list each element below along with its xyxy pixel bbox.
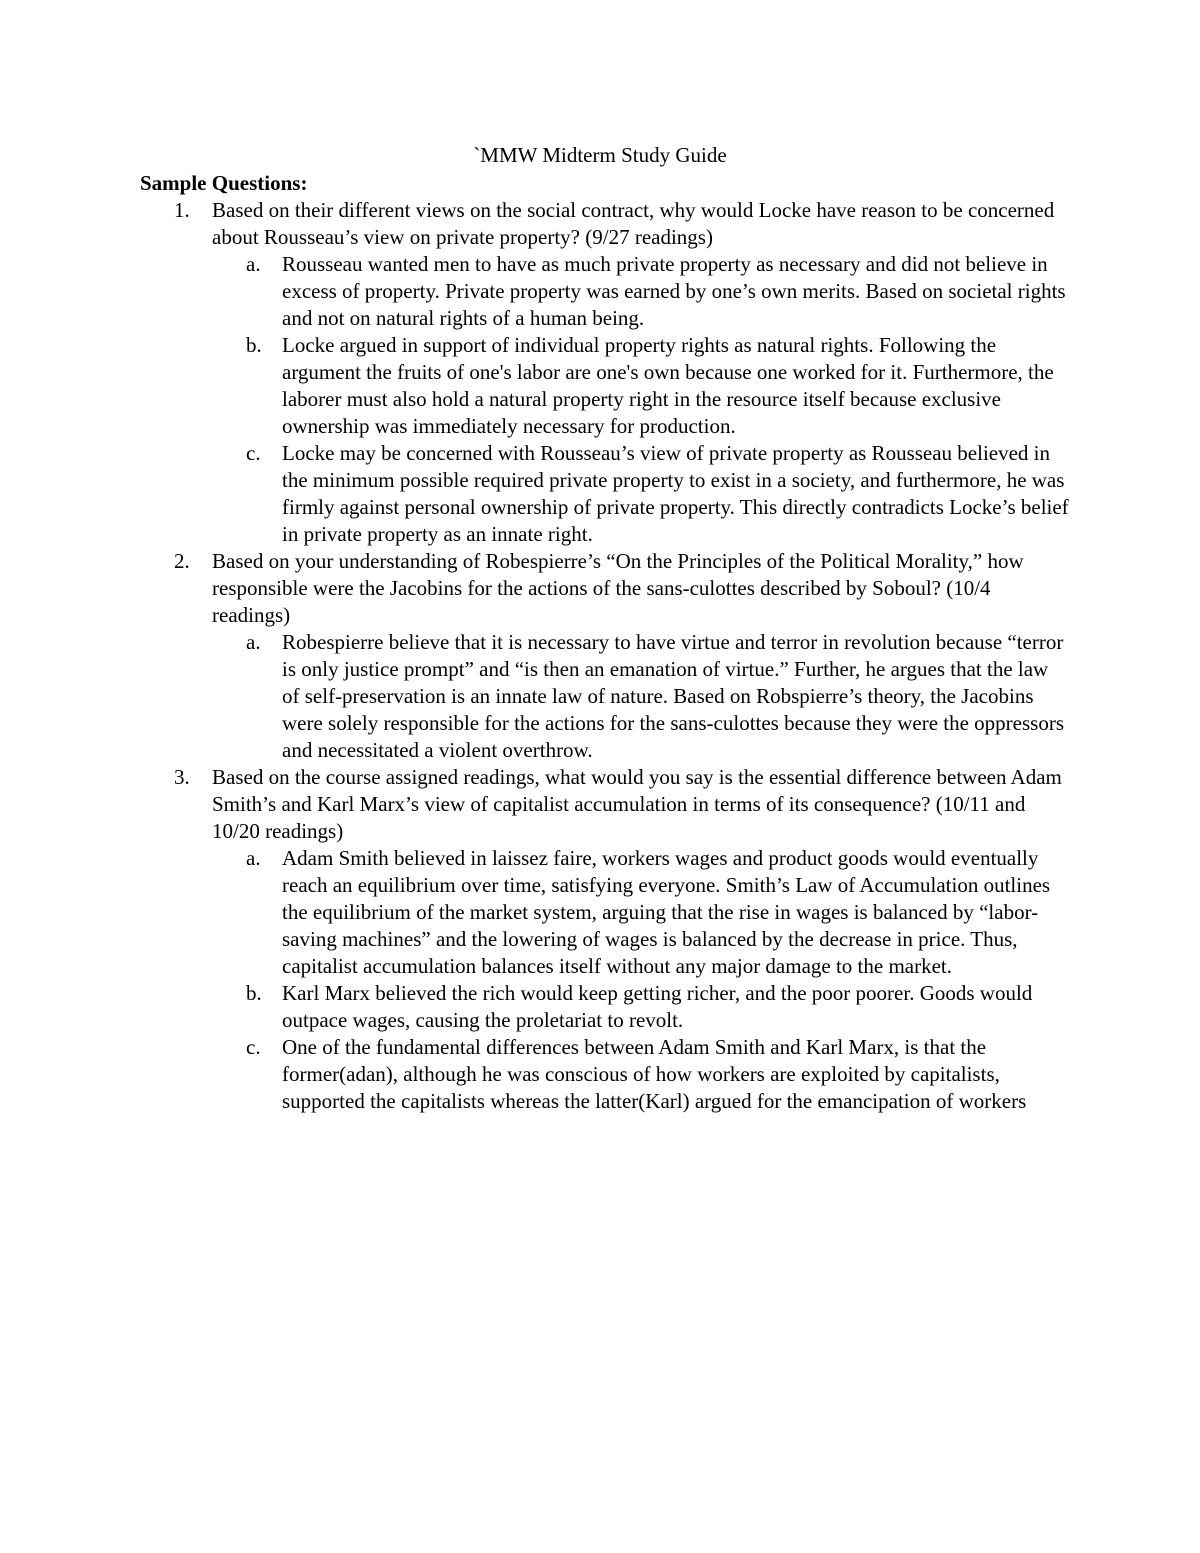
question-number: 1. xyxy=(174,198,190,222)
answer-letter: a. xyxy=(246,630,261,654)
answer-letter: b. xyxy=(246,333,262,357)
question-list xyxy=(0,197,1200,1115)
answer-list xyxy=(212,845,1070,1115)
answer-item xyxy=(212,845,1070,980)
answer-list xyxy=(212,629,1070,764)
answer-text: Rousseau wanted men to have as much private property as necessary and did not believe in excess of property. Private property was earned by one’s own merits. Based on societal rights and not on natural rights of a human being. xyxy=(282,252,1066,330)
answer-text: Locke may be concerned with Rousseau’s view of private property as Rousseau believed in the minimum possible required private property to exist in a society, and furthermore, he was firmly against personal ownership of private property. This directly contradicts Locke’s belief in private property as an innate right. xyxy=(282,441,1069,546)
answer-item xyxy=(212,980,1070,1034)
answer-text: Locke argued in support of individual property rights as natural rights. Following the argument the fruits of one's labor are one's own because one worked for it. Furthermore, the laborer must also hold a natural property right in the resource itself because exclusive ownership was immediately necessary for production. xyxy=(282,333,1054,438)
answer-item xyxy=(212,332,1070,440)
question-text: Based on the course assigned readings, what would you say is the essential difference between Adam Smith’s and Karl Marx’s view of capitalist accumulation in terms of its consequence? (10/11 and 10/20 readings) xyxy=(212,765,1062,843)
question-item xyxy=(0,764,1200,1115)
question-text: Based on your understanding of Robespierre’s “On the Principles of the Political Morality,” how responsible were the Jacobins for the actions of the sans-culottes described by Soboul? (10/4 readings) xyxy=(212,549,1024,627)
question-text: Based on their different views on the social contract, why would Locke have reason to be concerned about Rousseau’s view on private property? (9/27 readings) xyxy=(212,198,1055,249)
answer-item xyxy=(212,629,1070,764)
answer-letter: a. xyxy=(246,252,261,276)
answer-list xyxy=(212,251,1070,548)
question-number: 3. xyxy=(174,765,190,789)
answer-item xyxy=(212,251,1070,332)
answer-text: Karl Marx believed the rich would keep getting richer, and the poor poorer. Goods would outpace wages, causing the proletariat to revolt. xyxy=(282,981,1033,1032)
question-number: 2. xyxy=(174,549,190,573)
question-item xyxy=(0,548,1200,764)
answer-text: One of the fundamental differences between Adam Smith and Karl Marx, is that the former(adan), although he was conscious of how workers are exploited by capitalists, supported the capitalists whereas the latter(Karl) argued for the emancipation of workers xyxy=(282,1035,1027,1113)
answer-letter: b. xyxy=(246,981,262,1005)
answer-letter: a. xyxy=(246,846,261,870)
answer-text: Adam Smith believed in laissez faire, workers wages and product goods would eventually reach an equilibrium over time, satisfying everyone. Smith’s Law of Accumulation outlines the equilibrium of the market system, arguing that the rise in wages is balanced by “labor-saving machines” and the lowering of wages is balanced by the decrease in price. Thus, capitalist accumulation balances itself without any major damage to the market. xyxy=(282,846,1051,978)
answer-letter: c. xyxy=(246,441,261,465)
answer-item xyxy=(212,440,1070,548)
section-heading: Sample Questions: xyxy=(140,171,308,195)
answer-letter: c. xyxy=(246,1035,261,1059)
answer-item xyxy=(212,1034,1070,1115)
document-title: `MMW Midterm Study Guide xyxy=(473,143,727,167)
answer-text: Robespierre believe that it is necessary to have virtue and terror in revolution because “terror is only justice prompt” and “is then an emanation of virtue.” Further, he argues that the law of self-preservation is an innate law of nature. Based on Robspierre’s theory, the Jacobins were solely responsible for the actions for the sans-culottes because they were the oppressors and necessitated a violent overthrow. xyxy=(282,630,1064,762)
question-item xyxy=(0,197,1200,548)
